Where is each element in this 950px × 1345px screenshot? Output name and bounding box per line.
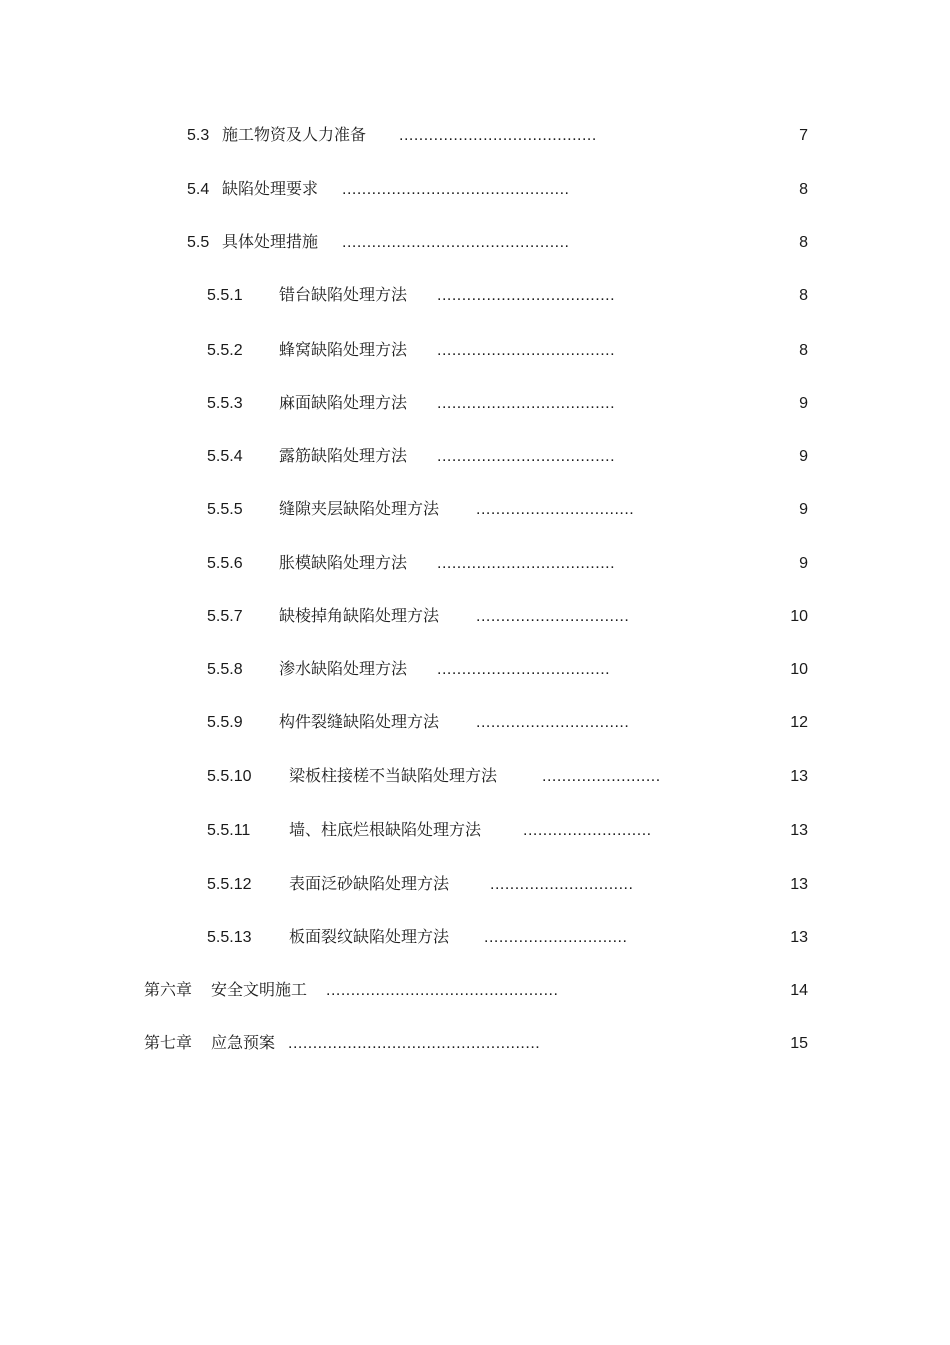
toc-leader-dots: ...................................................	[288, 1035, 541, 1052]
toc-entry-number: 5.5.10	[207, 768, 252, 785]
toc-entry-title: 板面裂纹缺陷处理方法	[289, 929, 450, 946]
toc-entry-5-5[interactable]	[0, 231, 950, 255]
toc-entry-number: 5.5.1	[207, 287, 243, 304]
toc-entry-5-5-5[interactable]	[0, 498, 950, 522]
toc-entry-5-5-2[interactable]	[0, 339, 950, 363]
toc-page-number: 9	[799, 395, 808, 412]
toc-entry-title: 蜂窝缺陷处理方法	[279, 342, 408, 359]
toc-entry-5-5-6[interactable]	[0, 552, 950, 576]
toc-entry-number: 5.5.2	[207, 342, 243, 359]
toc-entry-5-5-13[interactable]	[0, 926, 950, 950]
toc-leader-dots: ........................	[542, 768, 661, 785]
toc-leader-dots: ....................................	[437, 287, 616, 304]
toc-page-number: 13	[790, 768, 808, 785]
toc-leader-dots: ....................................	[437, 342, 616, 359]
toc-entry-number: 5.5.6	[207, 555, 243, 572]
toc-leader-dots: ...............................	[476, 714, 630, 731]
toc-leader-dots: ...............................	[476, 608, 630, 625]
toc-leader-dots: ....................................	[437, 395, 616, 412]
toc-leader-dots: ....................................	[437, 555, 616, 572]
toc-entry-title: 露筋缺陷处理方法	[279, 448, 408, 465]
toc-entry-5-5-12[interactable]	[0, 873, 950, 897]
toc-entry-title: 麻面缺陷处理方法	[279, 395, 408, 412]
toc-entry-number: 5.5.7	[207, 608, 243, 625]
toc-leader-dots: ...................................	[437, 661, 611, 678]
toc-entry-number: 5.5.13	[207, 929, 252, 946]
toc-entry-title: 梁板柱接槎不当缺陷处理方法	[289, 768, 498, 785]
toc-leader-dots: .............................	[484, 929, 628, 946]
toc-page-number: 13	[790, 822, 808, 839]
toc-leader-dots: ................................	[476, 501, 635, 518]
toc-page-number: 13	[790, 929, 808, 946]
toc-page-number: 12	[790, 714, 808, 731]
toc-page-number: 10	[790, 608, 808, 625]
toc-entry-number: 5.3	[187, 127, 210, 144]
toc-entry-title: 缺棱掉角缺陷处理方法	[279, 608, 440, 625]
toc-entry-5-4[interactable]	[0, 178, 950, 202]
toc-entry-title: 安全文明施工	[211, 982, 308, 999]
toc-entry-title: 缝隙夹层缺陷处理方法	[279, 501, 440, 518]
toc-entry-5-3[interactable]	[0, 124, 950, 148]
toc-entry-5-5-8[interactable]	[0, 658, 950, 682]
toc-entry-title: 胀模缺陷处理方法	[279, 555, 408, 572]
toc-page-number: 9	[799, 501, 808, 518]
toc-page-number: 15	[790, 1035, 808, 1052]
toc-entry-5-5-3[interactable]	[0, 392, 950, 416]
toc-entry-title: 构件裂缝缺陷处理方法	[279, 714, 440, 731]
toc-page-number: 8	[799, 287, 808, 304]
toc-leader-dots: ..............................................	[342, 234, 570, 251]
toc-entry-number: 5.5	[187, 234, 210, 251]
toc-leader-dots: .............................	[490, 876, 634, 893]
toc-entry-title: 错台缺陷处理方法	[279, 287, 408, 304]
toc-entry-chapter-6[interactable]	[0, 979, 950, 1003]
toc-entry-chapter-7[interactable]	[0, 1032, 950, 1056]
toc-entry-number: 5.5.12	[207, 876, 252, 893]
toc-chapter-number: 第六章	[144, 982, 193, 999]
toc-entry-title: 施工物资及人力准备	[222, 127, 367, 144]
toc-entry-number: 5.5.3	[207, 395, 243, 412]
toc-page-number: 14	[790, 982, 808, 999]
toc-entry-title: 墙、柱底烂根缺陷处理方法	[289, 822, 482, 839]
toc-entry-title: 渗水缺陷处理方法	[279, 661, 408, 678]
toc-entry-number: 5.5.5	[207, 501, 243, 518]
toc-leader-dots: ..........................	[523, 822, 652, 839]
toc-entry-5-5-1[interactable]	[0, 284, 950, 308]
toc-page-number: 9	[799, 448, 808, 465]
toc-entry-5-5-9[interactable]	[0, 711, 950, 735]
toc-entry-number: 5.5.9	[207, 714, 243, 731]
toc-entry-5-5-10[interactable]	[0, 765, 950, 789]
toc-leader-dots: ...............................................	[326, 982, 559, 999]
toc-entry-number: 5.5.8	[207, 661, 243, 678]
toc-entry-5-5-11[interactable]	[0, 819, 950, 843]
toc-page-number: 9	[799, 555, 808, 572]
toc-entry-title: 应急预案	[211, 1035, 276, 1052]
toc-entry-5-5-7[interactable]	[0, 605, 950, 629]
toc-entry-number: 5.5.4	[207, 448, 243, 465]
toc-page-number: 8	[799, 342, 808, 359]
toc-leader-dots: ........................................	[399, 127, 597, 144]
toc-entry-number: 5.5.11	[207, 822, 251, 839]
toc-leader-dots: ..............................................	[342, 181, 570, 198]
toc-page-number: 13	[790, 876, 808, 893]
toc-leader-dots: ....................................	[437, 448, 616, 465]
toc-page-number: 10	[790, 661, 808, 678]
toc-entry-title: 缺陷处理要求	[222, 181, 319, 198]
toc-entry-number: 5.4	[187, 181, 210, 198]
toc-page-number: 7	[799, 127, 808, 144]
toc-entry-title: 具体处理措施	[222, 234, 319, 251]
toc-page-number: 8	[799, 234, 808, 251]
toc-page-number: 8	[799, 181, 808, 198]
toc-entry-title: 表面泛砂缺陷处理方法	[289, 876, 450, 893]
toc-chapter-number: 第七章	[144, 1035, 193, 1052]
toc-entry-5-5-4[interactable]	[0, 445, 950, 469]
